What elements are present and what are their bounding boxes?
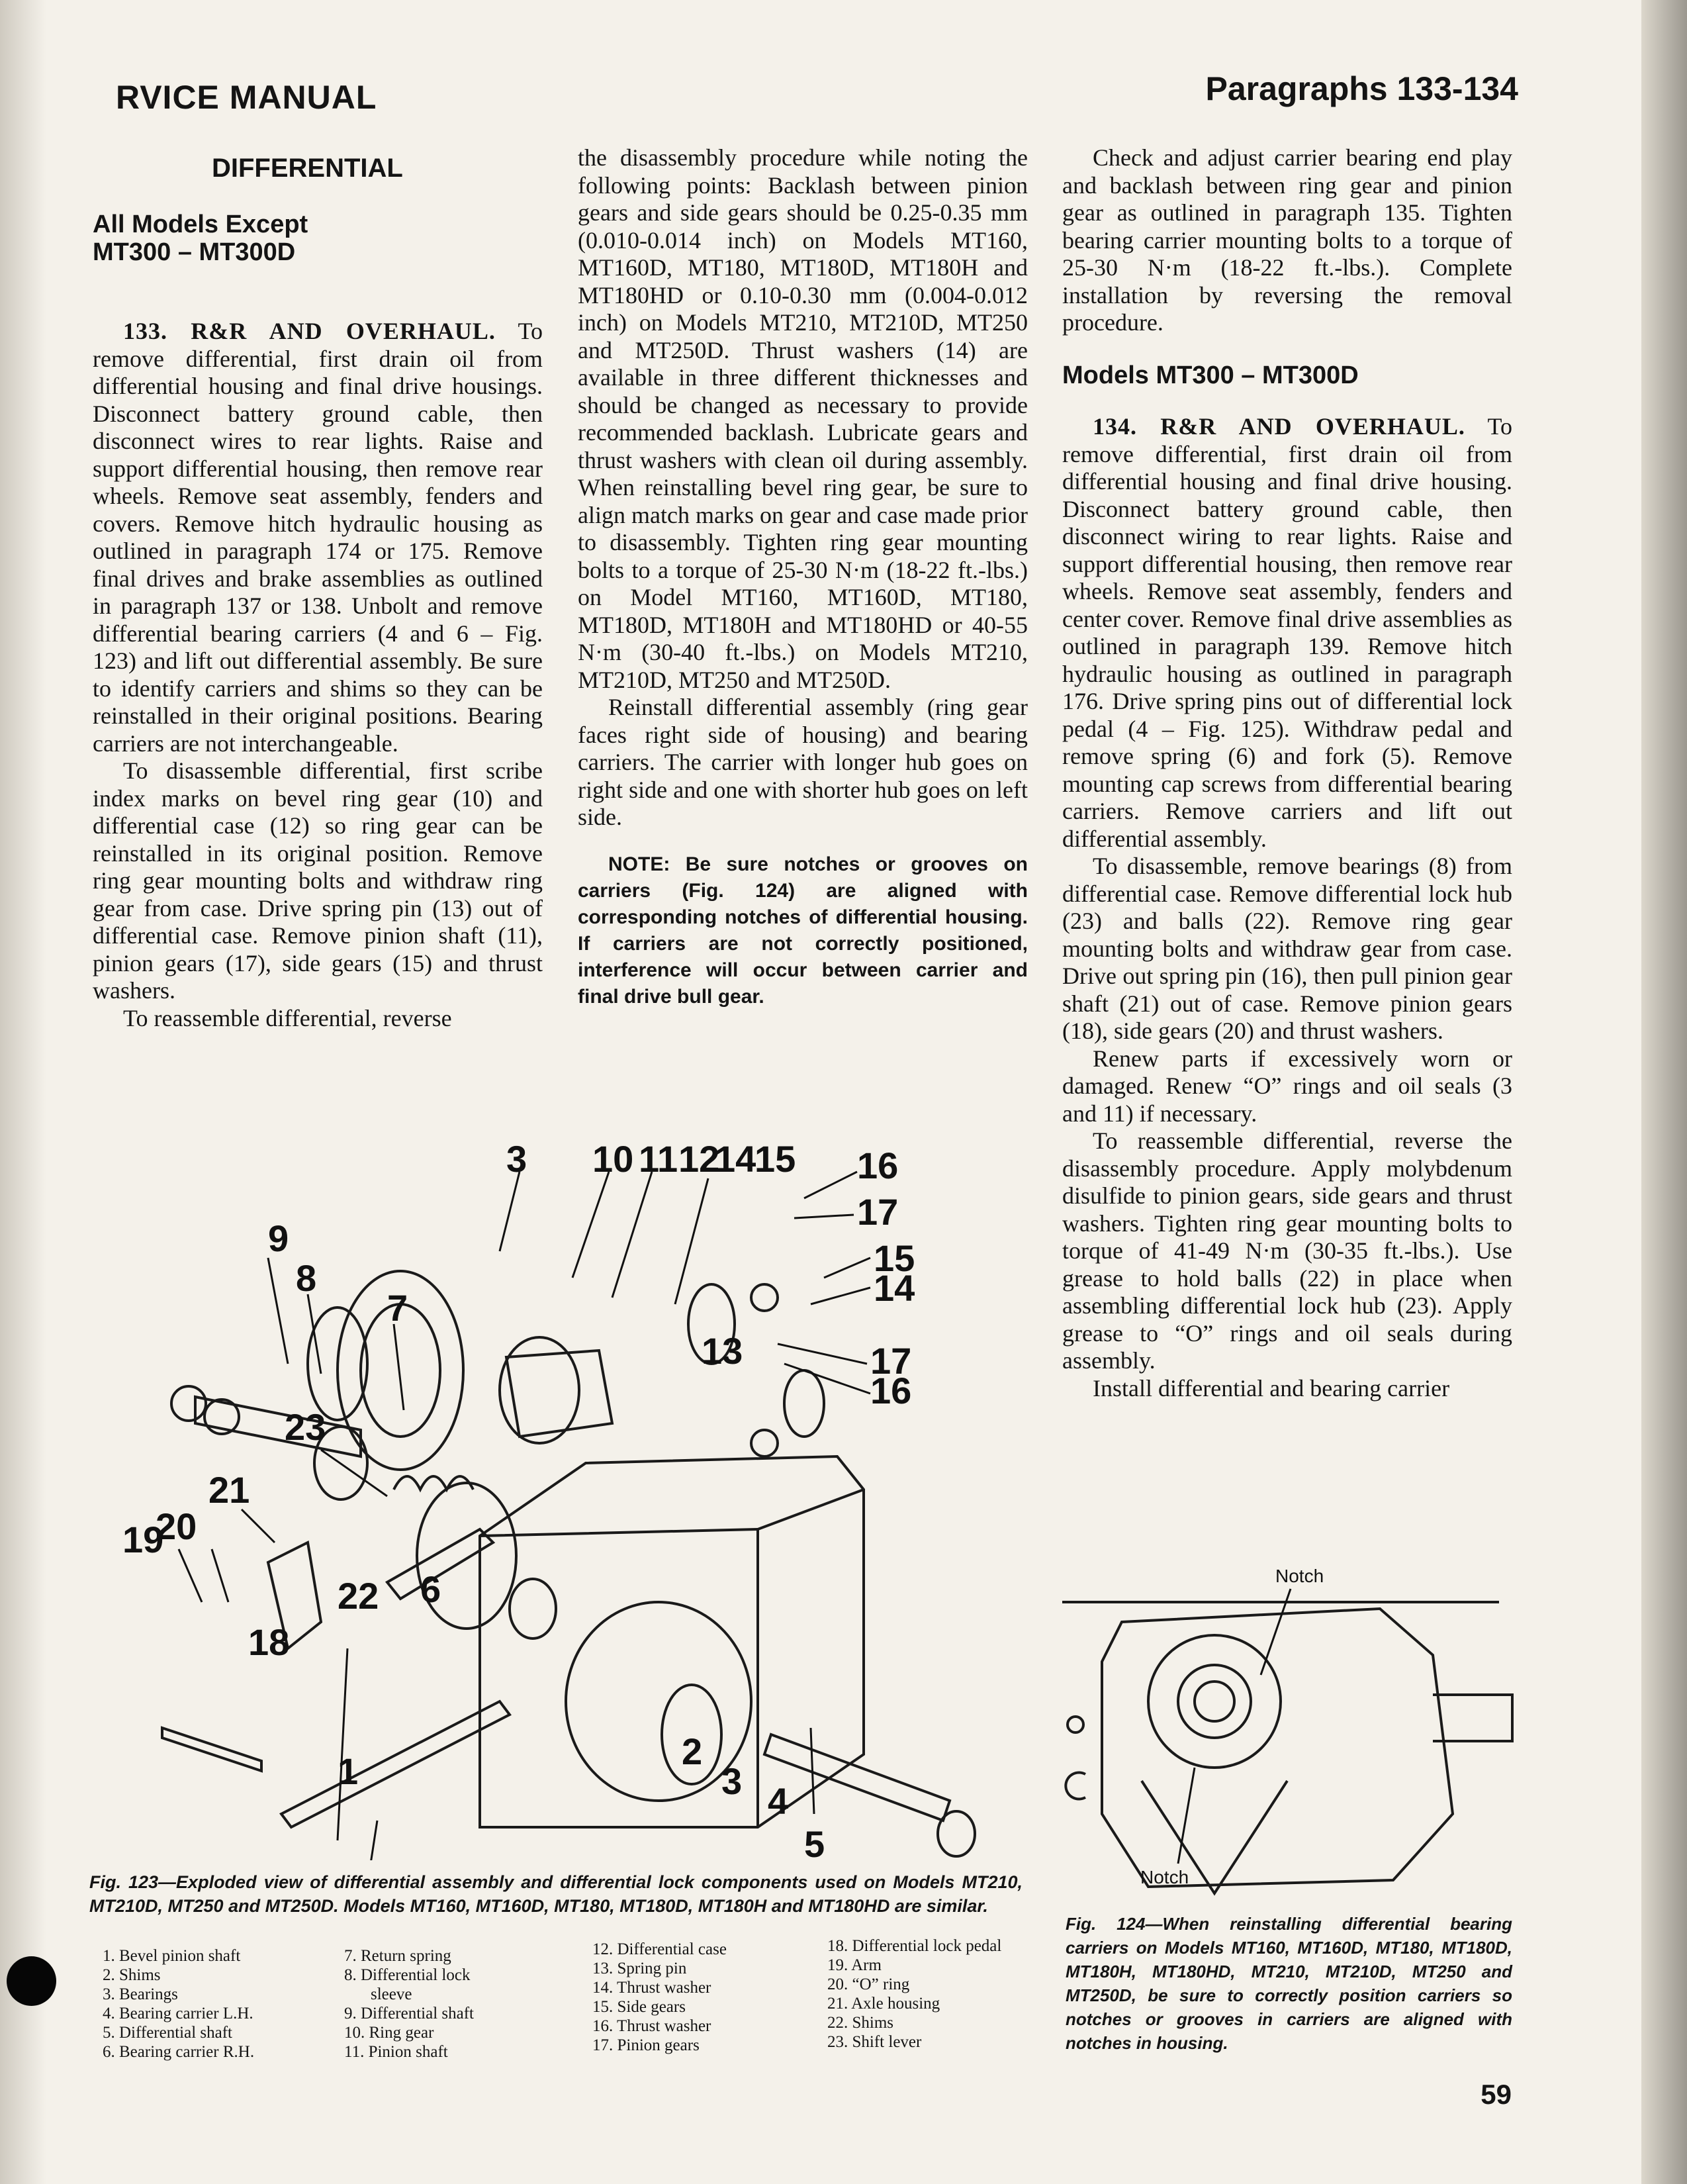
section2-title: Models MT300 – MT300D <box>1062 361 1359 389</box>
callout-16-top: 16 <box>857 1145 899 1186</box>
legend-item: 8. Differential lock <box>344 1966 471 1984</box>
callout-3-top: 3 <box>506 1145 527 1180</box>
para133-p1: To remove differential, first drain oil from differential housing and final drive housings. Disconnect battery ground cable, then disconnect wires to rear lights. Raise and support differential housing, then remove rear wheels. Remove seat assembly, fenders and covers. Remove hitch hydraulic housing as outlined in paragraph 174 or 175. Remove final drives and brake assemblies as outlined in paragraph 137 or 138. Unbolt and remove differential bearing carriers (4 and 6 – Fig. 123) and lift out differential assembly. Be sure to identify carriers and shims so they can be reinstalled in their original positions. Bearing carriers are not interchangeable. <box>93 318 543 757</box>
housing-port <box>510 1579 556 1638</box>
bearing-carrier <box>1148 1635 1281 1768</box>
legend-item: 4. Bearing carrier L.H. <box>103 2005 253 2022</box>
notch-label-top: Notch <box>1275 1566 1324 1586</box>
callout-15-top: 15 <box>754 1145 796 1180</box>
text-column-1 <box>93 318 543 1032</box>
para134-p1: To remove differential, first drain oil from differential housing and final drive housing. Disconnect battery ground cable, then disconnect wiring to rear lights. Raise and support differential housing, then remove rear wheels. Remove seat assembly, fenders and center cover. Remove final drive assemblies as outlined in paragraph 139. Remove hitch hydraulic housing as outlined in paragraph 176. Drive spring pins out of differential lock pedal (4 – Fig. 125). Withdraw pedal and remove spring (6) and fork (5). Remove mounting cap screws from differential bearing carriers. Remove carriers and lift out differential assembly. <box>1062 413 1512 852</box>
callout-4: 4 <box>768 1780 789 1822</box>
para134-p3: Renew parts if excessively worn or damaged. Renew “O” rings and oil seals (3 and 11) if necessary. <box>1062 1045 1512 1127</box>
text-column-3 <box>1062 144 1512 1402</box>
callout-2: 2 <box>682 1731 703 1772</box>
pedal-rod <box>162 1728 261 1771</box>
callout-17-top: 17 <box>857 1191 899 1233</box>
callout-19: 19 <box>122 1519 164 1560</box>
legend-item: 14. Thrust washer <box>592 1979 711 1997</box>
text-column-2 <box>578 144 1028 1010</box>
fig123-caption: Fig. 123—Exploded view of differential assembly and differential lock components used on Models MT210, MT210D, MT250 and MT250D. Models MT160, MT160D, MT180, MT180D, MT180H and MT180HD are similar. <box>89 1872 1023 1916</box>
para133-p3-cont: the disassembly procedure while noting the following points: Backlash between pinion gears and side gears should be 0.25-0.35 mm (0.010-0.014 inch) on Models MT160, MT160D, MT180, MT180D, MT180H and MT180HD or 0.10-0.30 mm (0.004-0.012 inch) on Models MT210, MT210D, MT250 and MT250D. Thrust washers (14) are available in three different thicknesses and should be changed as necessary to provide recommended backlash. Lubricate gears and thrust washers with clean oil during assembly. When reinstalling bevel ring gear, be sure to align match marks on gear and case made prior to disassembly. Tighten ring gear mounting bolts to a torque of 25-30 N·m (18-22 ft.-lbs.) on Model MT160, MT160D, MT180, MT180D, MT180H and MT180HD or 40-55 N·m (30-40 ft.-lbs.) on Models MT210, MT210D, MT250 and MT250D. <box>578 144 1028 693</box>
side-gear-lower <box>784 1370 824 1437</box>
legend-item: sleeve <box>371 1985 412 2003</box>
c-clip <box>1066 1773 1085 1799</box>
callout-9: 9 <box>268 1217 289 1259</box>
section-subtitle-2: MT300 – MT300D <box>93 238 296 266</box>
fig124-housing-diagram <box>1062 1562 1526 1907</box>
legend-item: 17. Pinion gears <box>592 2036 700 2054</box>
page-shadow <box>0 0 46 2184</box>
side-flange <box>1433 1695 1512 1741</box>
stud-hole <box>1068 1717 1083 1733</box>
running-header-left: RVICE MANUAL <box>116 79 377 116</box>
para134-p4: To reassemble differential, reverse the disassembly procedure. Apply molybdenum disulfide to pinion gears, side gears and thrust washers. Tighten ring gear mounting bolts to torque of 41-49 N·m (30-35 ft.-lbs.). Use grease to hold balls (22) in place when assembling differential lock hub (23). Apply grease to “O” rings and oil seals during assembly. <box>1062 1127 1512 1374</box>
callout-12: 12 <box>678 1145 720 1180</box>
callout-15: 15 <box>874 1237 915 1279</box>
fig123-legend-col4 <box>827 1936 1001 2052</box>
para133-p4: Reinstall differential assembly (ring gear faces right side of housing) and bearing carriers. The carrier with longer hub goes on right side and one with shorter hub goes on left side. <box>578 694 1028 830</box>
callout-18: 18 <box>248 1621 290 1663</box>
callout-20: 20 <box>156 1505 197 1547</box>
para133-p2: To disassemble differential, first scribe index marks on bevel ring gear (10) and differential case (12) so ring gear can be reinstalled in its original position. Remove ring gear mounting bolts and withdraw ring gear from case. Drive spring pin (13) out of differential case. Remove pinion shaft (11), pinion gears (17), side gears (15) and thrust washers. <box>93 757 543 1004</box>
callout-23: 23 <box>285 1406 326 1448</box>
callout-22: 22 <box>338 1575 379 1617</box>
legend-item: 21. Axle housing <box>827 1995 940 2013</box>
callout-14-top: 14 <box>715 1145 756 1180</box>
section-title: DIFFERENTIAL <box>212 154 403 183</box>
differential-shaft-5 <box>764 1734 950 1821</box>
para134-intro <box>1062 413 1512 853</box>
para133-p5: Check and adjust carrier bearing end play and backlash between ring gear and pinion gear as outlined in paragraph 135. Tighten bearing carrier mounting bolts to a torque of 25-30 N·m (18-22 ft.-lbs.). Complete installation by reversing the removal procedure. <box>1062 144 1512 336</box>
legend-item: 13. Spring pin <box>592 1960 687 1977</box>
fig124-caption: Fig. 124—When reinstalling differential bearing carriers on Models MT160, MT160D, MT180, MT180D, MT180H, MT180HD, MT210, MT210D, MT250 and MT250D, be sure to correctly position carriers so notches or grooves in carriers are aligned with notches in housing. <box>1066 1914 1512 2053</box>
running-header-right: Paragraphs 133-134 <box>1205 70 1518 107</box>
callout-1: 1 <box>338 1750 359 1792</box>
fig123-legend-col3 <box>592 1940 727 2055</box>
legend-item: 20. “O” ring <box>827 1975 910 1993</box>
legend-item: 9. Differential shaft <box>344 2005 474 2022</box>
callout-7: 7 <box>387 1287 408 1329</box>
bevel-pinion-shaft <box>281 1701 510 1827</box>
para134-p2: To disassemble, remove bearings (8) from differential case. Remove differential lock hub (23) and balls (22). Remove ring gear mounting bolts and withdraw gear from case. Drive out spring pin (16), then pull pinion gear shaft (21) out of case. Remove pinion gears (18), side gears (20) and thrust washers. <box>1062 853 1512 1044</box>
callout-21: 21 <box>208 1469 250 1511</box>
callout-6: 6 <box>420 1568 441 1610</box>
para133-intro <box>93 318 543 757</box>
fig123-exploded-diagram <box>109 1145 1049 1860</box>
legend-item: 23. Shift lever <box>827 2033 922 2051</box>
callout-16: 16 <box>870 1370 912 1411</box>
binder-hole <box>7 1956 56 2006</box>
legend-item: 10. Ring gear <box>344 2024 434 2042</box>
page-binding-edge <box>1641 0 1687 2184</box>
legend-item: 18. Differential lock pedal <box>827 1937 1002 1955</box>
callout-11: 11 <box>639 1145 678 1180</box>
callout-5: 5 <box>804 1823 825 1860</box>
para133-note: NOTE: Be sure notches or grooves on carriers (Fig. 124) are aligned with corresponding notches of differential housing. If carriers are not correctly positioned, interference will occur between carrier and final drive bull gear. <box>578 853 1028 1008</box>
legend-item: 2. Shims <box>103 1966 161 1984</box>
legend-item: 1. Bevel pinion shaft <box>103 1947 241 1965</box>
legend-item: 5. Differential shaft <box>103 2024 232 2042</box>
legend-item: 16. Thrust washer <box>592 2017 711 2035</box>
callout-17: 17 <box>870 1340 912 1382</box>
para134-p5: Install differential and bearing carrier <box>1093 1374 1450 1401</box>
fig123-legend-col1 <box>103 1946 254 2062</box>
callout-10: 10 <box>592 1145 634 1180</box>
para133-heading: 133. R&R AND OVERHAUL. <box>123 318 496 344</box>
notch-label-bottom: Notch <box>1140 1867 1189 1887</box>
legend-item: 15. Side gears <box>592 1998 686 2016</box>
legend-item: 19. Arm <box>827 1956 882 1974</box>
callout-3-bottom: 3 <box>721 1760 743 1802</box>
para133-p3-start: To reassemble differential, reverse <box>123 1004 452 1031</box>
section-subtitle-1: All Models Except <box>93 211 308 238</box>
para134-heading: 134. R&R AND OVERHAUL. <box>1093 413 1465 440</box>
legend-item: 7. Return spring <box>344 1947 451 1965</box>
page-number: 59 <box>1481 2079 1512 2110</box>
callout-8: 8 <box>296 1257 317 1299</box>
pinion-upper <box>751 1284 778 1311</box>
legend-item: 22. Shims <box>827 2014 894 2032</box>
legend-item: 11. Pinion shaft <box>344 2043 448 2061</box>
callout-13: 13 <box>702 1330 743 1372</box>
legend-item: 12. Differential case <box>592 1940 727 1958</box>
fig123-legend-col2 <box>344 1946 474 2062</box>
housing-body <box>1102 1609 1453 1887</box>
legend-item: 3. Bearings <box>103 1985 178 2003</box>
callout-14: 14 <box>874 1267 915 1309</box>
legend-item: 6. Bearing carrier R.H. <box>103 2043 255 2061</box>
pinion-lower <box>751 1430 778 1456</box>
